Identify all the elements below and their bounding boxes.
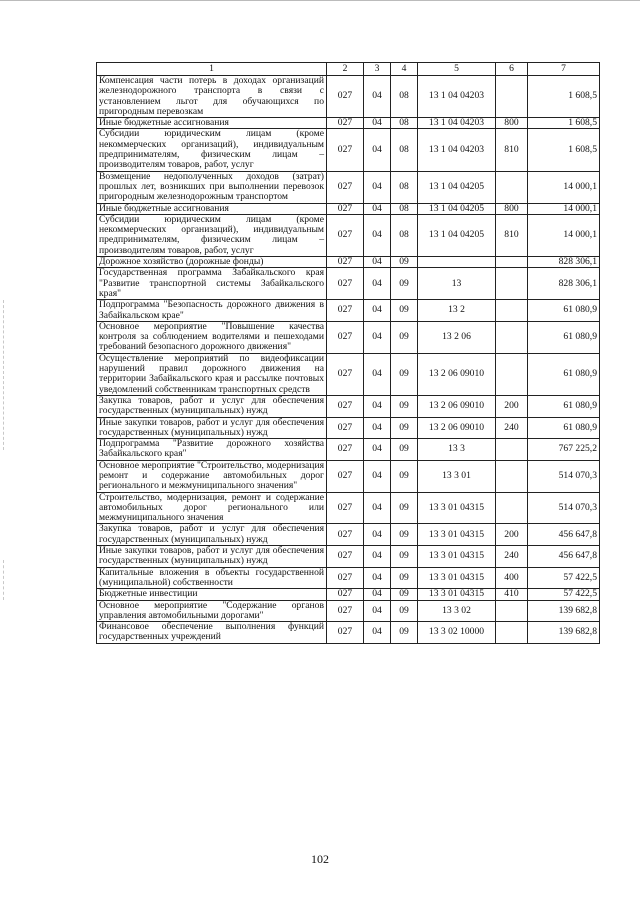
row-section-cell: 04	[364, 460, 391, 492]
row-expense-type-cell	[496, 622, 528, 644]
row-amount-cell: 14 000,1	[528, 203, 600, 214]
row-expense-type-cell: 800	[496, 203, 528, 214]
row-name-cell: Иные бюджетные ассигнования	[97, 118, 327, 129]
row-subsection-cell: 09	[391, 546, 418, 568]
row-target-article-cell: 13 2 06 09010	[418, 353, 496, 395]
row-name-cell: Закупка товаров, работ и услуг для обеспечения государственных (муниципальных) нужд	[97, 524, 327, 546]
row-subsection-cell: 09	[391, 600, 418, 622]
table-row	[97, 600, 600, 622]
row-ministry-code-cell: 027	[327, 460, 364, 492]
row-subsection-cell: 08	[391, 171, 418, 203]
row-expense-type-cell	[496, 353, 528, 395]
row-expense-type-cell: 240	[496, 417, 528, 439]
row-name-cell: Дорожное хозяйство (дорожные фонды)	[97, 257, 327, 268]
table-row	[97, 129, 600, 171]
row-name-cell: Субсидии юридическим лицам (кроме некоммерческих организаций), индивидуальным предпринимателям, физическим лицам – производителям товаров, работ, услуг	[97, 129, 327, 171]
row-subsection-cell: 09	[391, 417, 418, 439]
table-row	[97, 567, 600, 589]
row-expense-type-cell	[496, 268, 528, 300]
header-col-5: 5	[418, 63, 496, 76]
row-ministry-code-cell: 027	[327, 417, 364, 439]
table-row	[97, 76, 600, 118]
table-row	[97, 395, 600, 417]
row-name-cell: Иные бюджетные ассигнования	[97, 203, 327, 214]
row-amount-cell: 57 422,5	[528, 567, 600, 589]
row-ministry-code-cell: 027	[327, 622, 364, 644]
row-ministry-code-cell: 027	[327, 129, 364, 171]
row-amount-cell: 1 608,5	[528, 76, 600, 118]
table-row	[97, 622, 600, 644]
row-section-cell: 04	[364, 546, 391, 568]
row-expense-type-cell: 400	[496, 567, 528, 589]
table-row	[97, 118, 600, 129]
row-amount-cell: 57 422,5	[528, 589, 600, 600]
row-subsection-cell: 09	[391, 492, 418, 524]
budget-table	[96, 62, 600, 644]
row-expense-type-cell: 240	[496, 546, 528, 568]
row-section-cell: 04	[364, 353, 391, 395]
row-target-article-cell: 13 2 06 09010	[418, 417, 496, 439]
row-ministry-code-cell: 027	[327, 353, 364, 395]
table-row	[97, 460, 600, 492]
row-name-cell: Капитальные вложения в объекты государственной (муниципальной) собственности	[97, 567, 327, 589]
row-target-article-cell: 13 3 01 04315	[418, 524, 496, 546]
row-target-article-cell: 13 1 04 04203	[418, 118, 496, 129]
row-section-cell: 04	[364, 129, 391, 171]
table-row	[97, 257, 600, 268]
row-amount-cell: 456 647,8	[528, 546, 600, 568]
row-subsection-cell: 09	[391, 524, 418, 546]
row-target-article-cell: 13 3 01 04315	[418, 589, 496, 600]
row-ministry-code-cell: 027	[327, 257, 364, 268]
row-amount-cell: 14 000,1	[528, 214, 600, 256]
row-amount-cell: 828 306,1	[528, 268, 600, 300]
row-ministry-code-cell: 027	[327, 118, 364, 129]
row-section-cell: 04	[364, 439, 391, 461]
row-target-article-cell: 13 3 02 10000	[418, 622, 496, 644]
row-expense-type-cell: 810	[496, 214, 528, 256]
header-col-1: 1	[97, 63, 327, 76]
row-target-article-cell: 13 1 04 04205	[418, 214, 496, 256]
row-subsection-cell: 09	[391, 567, 418, 589]
table-row	[97, 171, 600, 203]
row-ministry-code-cell: 027	[327, 214, 364, 256]
row-section-cell: 04	[364, 492, 391, 524]
row-section-cell: 04	[364, 321, 391, 353]
row-ministry-code-cell: 027	[327, 268, 364, 300]
table-body	[97, 76, 600, 644]
table-row	[97, 546, 600, 568]
row-ministry-code-cell: 027	[327, 600, 364, 622]
table-row	[97, 268, 600, 300]
row-expense-type-cell	[496, 439, 528, 461]
row-name-cell: Основное мероприятие "Строительство, модернизация ремонт и содержание автомобильных дорог регионального и межмуниципального значения"	[97, 460, 327, 492]
row-name-cell: Строительство, модернизация, ремонт и содержание автомобильных дорог регионального или межмуниципального значения	[97, 492, 327, 524]
row-section-cell: 04	[364, 567, 391, 589]
row-target-article-cell: 13 2 06 09010	[418, 395, 496, 417]
table-row	[97, 417, 600, 439]
row-name-cell: Подпрограмма "Безопасность дорожного движения в Забайкальском крае"	[97, 300, 327, 322]
row-name-cell: Подпрограмма "Развитие дорожного хозяйства Забайкальского края"	[97, 439, 327, 461]
row-expense-type-cell	[496, 600, 528, 622]
header-col-4: 4	[391, 63, 418, 76]
table-row	[97, 439, 600, 461]
row-target-article-cell: 13 3 01 04315	[418, 567, 496, 589]
row-target-article-cell: 13 3	[418, 439, 496, 461]
row-subsection-cell: 08	[391, 129, 418, 171]
row-section-cell: 04	[364, 257, 391, 268]
header-col-3: 3	[364, 63, 391, 76]
row-subsection-cell: 09	[391, 353, 418, 395]
row-name-cell: Осуществление мероприятий по видеофиксации нарушений правил дорожного движения на территории Забайкальского края и рассылке почтовых уведомлений собственникам транспортных средств	[97, 353, 327, 395]
row-section-cell: 04	[364, 118, 391, 129]
table-header-row	[97, 63, 600, 76]
row-amount-cell: 61 080,9	[528, 395, 600, 417]
table-row	[97, 524, 600, 546]
row-amount-cell: 61 080,9	[528, 300, 600, 322]
row-name-cell: Основное мероприятие "Повышение качества контроля за соблюдением водителями и пешеходами требований безопасного дорожного движения"	[97, 321, 327, 353]
row-ministry-code-cell: 027	[327, 76, 364, 118]
row-expense-type-cell	[496, 300, 528, 322]
row-section-cell: 04	[364, 171, 391, 203]
scan-margin-mark	[3, 300, 4, 450]
row-amount-cell: 514 070,3	[528, 460, 600, 492]
row-subsection-cell: 09	[391, 257, 418, 268]
row-amount-cell: 139 682,8	[528, 600, 600, 622]
row-section-cell: 04	[364, 76, 391, 118]
row-ministry-code-cell: 027	[327, 395, 364, 417]
row-amount-cell: 14 000,1	[528, 171, 600, 203]
row-name-cell: Субсидии юридическим лицам (кроме некоммерческих организаций), индивидуальным предпринимателям, физическим лицам – производителям товаров, работ, услуг	[97, 214, 327, 256]
row-expense-type-cell: 410	[496, 589, 528, 600]
row-amount-cell: 456 647,8	[528, 524, 600, 546]
row-target-article-cell: 13 3 01 04315	[418, 492, 496, 524]
row-section-cell: 04	[364, 524, 391, 546]
table-row	[97, 203, 600, 214]
row-section-cell: 04	[364, 203, 391, 214]
row-subsection-cell: 09	[391, 395, 418, 417]
table-row	[97, 214, 600, 256]
row-ministry-code-cell: 027	[327, 203, 364, 214]
row-subsection-cell: 08	[391, 76, 418, 118]
row-expense-type-cell	[496, 460, 528, 492]
row-name-cell: Иные закупки товаров, работ и услуг для обеспечения государственных (муниципальных) нужд	[97, 417, 327, 439]
row-name-cell: Финансовое обеспечение выполнения функций государственных учреждений	[97, 622, 327, 644]
row-ministry-code-cell: 027	[327, 567, 364, 589]
row-subsection-cell: 08	[391, 214, 418, 256]
header-col-2: 2	[327, 63, 364, 76]
row-name-cell: Компенсация части потерь в доходах организаций железнодорожного транспорта в связи с установлением льгот для обучающихся по пригородным перевозкам	[97, 76, 327, 118]
row-subsection-cell: 09	[391, 321, 418, 353]
row-target-article-cell: 13 3 01 04315	[418, 546, 496, 568]
row-name-cell: Закупка товаров, работ и услуг для обеспечения государственных (муниципальных) нужд	[97, 395, 327, 417]
row-amount-cell: 61 080,9	[528, 321, 600, 353]
header-col-6: 6	[496, 63, 528, 76]
table-row	[97, 353, 600, 395]
row-ministry-code-cell: 027	[327, 300, 364, 322]
scan-top-edge	[0, 0, 640, 4]
scan-margin-mark	[3, 560, 4, 600]
row-target-article-cell: 13 3 01	[418, 460, 496, 492]
row-amount-cell: 828 306,1	[528, 257, 600, 268]
table-row	[97, 492, 600, 524]
row-name-cell: Иные закупки товаров, работ и услуг для обеспечения государственных (муниципальных) нужд	[97, 546, 327, 568]
row-expense-type-cell	[496, 492, 528, 524]
page-number: 102	[311, 852, 329, 866]
row-subsection-cell: 09	[391, 460, 418, 492]
row-section-cell: 04	[364, 300, 391, 322]
row-amount-cell: 1 608,5	[528, 118, 600, 129]
row-ministry-code-cell: 027	[327, 546, 364, 568]
row-subsection-cell: 08	[391, 203, 418, 214]
table-row	[97, 321, 600, 353]
row-subsection-cell: 09	[391, 589, 418, 600]
row-target-article-cell: 13 1 04 04203	[418, 76, 496, 118]
header-col-7: 7	[528, 63, 600, 76]
row-amount-cell: 514 070,3	[528, 492, 600, 524]
row-target-article-cell: 13 2	[418, 300, 496, 322]
row-target-article-cell: 13 2 06	[418, 321, 496, 353]
row-amount-cell: 61 080,9	[528, 417, 600, 439]
row-target-article-cell: 13	[418, 268, 496, 300]
row-ministry-code-cell: 027	[327, 589, 364, 600]
row-target-article-cell	[418, 257, 496, 268]
row-section-cell: 04	[364, 589, 391, 600]
row-amount-cell: 61 080,9	[528, 353, 600, 395]
row-target-article-cell: 13 1 04 04205	[418, 171, 496, 203]
row-name-cell: Государственная программа Забайкальского края "Развитие транспортной системы Забайкальского края"	[97, 268, 327, 300]
row-amount-cell: 139 682,8	[528, 622, 600, 644]
row-name-cell: Основное мероприятие "Содержание органов управления автомобильными дорогами"	[97, 600, 327, 622]
row-name-cell: Бюджетные инвестиции	[97, 589, 327, 600]
row-section-cell: 04	[364, 214, 391, 256]
row-section-cell: 04	[364, 417, 391, 439]
row-section-cell: 04	[364, 268, 391, 300]
row-subsection-cell: 08	[391, 118, 418, 129]
row-subsection-cell: 09	[391, 268, 418, 300]
row-ministry-code-cell: 027	[327, 492, 364, 524]
table-row	[97, 300, 600, 322]
row-subsection-cell: 09	[391, 622, 418, 644]
row-target-article-cell: 13 1 04 04205	[418, 203, 496, 214]
row-subsection-cell: 09	[391, 300, 418, 322]
row-expense-type-cell	[496, 321, 528, 353]
row-expense-type-cell: 800	[496, 118, 528, 129]
row-target-article-cell: 13 1 04 04203	[418, 129, 496, 171]
row-ministry-code-cell: 027	[327, 439, 364, 461]
row-section-cell: 04	[364, 600, 391, 622]
row-section-cell: 04	[364, 395, 391, 417]
table-row	[97, 589, 600, 600]
row-expense-type-cell	[496, 171, 528, 203]
row-name-cell: Возмещение недополученных доходов (затрат) прошлых лет, возникших при выполнении перевозок пригородным железнодорожным транспортом	[97, 171, 327, 203]
row-expense-type-cell	[496, 257, 528, 268]
row-subsection-cell: 09	[391, 439, 418, 461]
row-target-article-cell: 13 3 02	[418, 600, 496, 622]
row-ministry-code-cell: 027	[327, 321, 364, 353]
row-expense-type-cell: 810	[496, 129, 528, 171]
row-amount-cell: 1 608,5	[528, 129, 600, 171]
row-ministry-code-cell: 027	[327, 524, 364, 546]
row-ministry-code-cell: 027	[327, 171, 364, 203]
row-section-cell: 04	[364, 622, 391, 644]
row-expense-type-cell: 200	[496, 524, 528, 546]
row-expense-type-cell: 200	[496, 395, 528, 417]
row-expense-type-cell	[496, 76, 528, 118]
row-amount-cell: 767 225,2	[528, 439, 600, 461]
